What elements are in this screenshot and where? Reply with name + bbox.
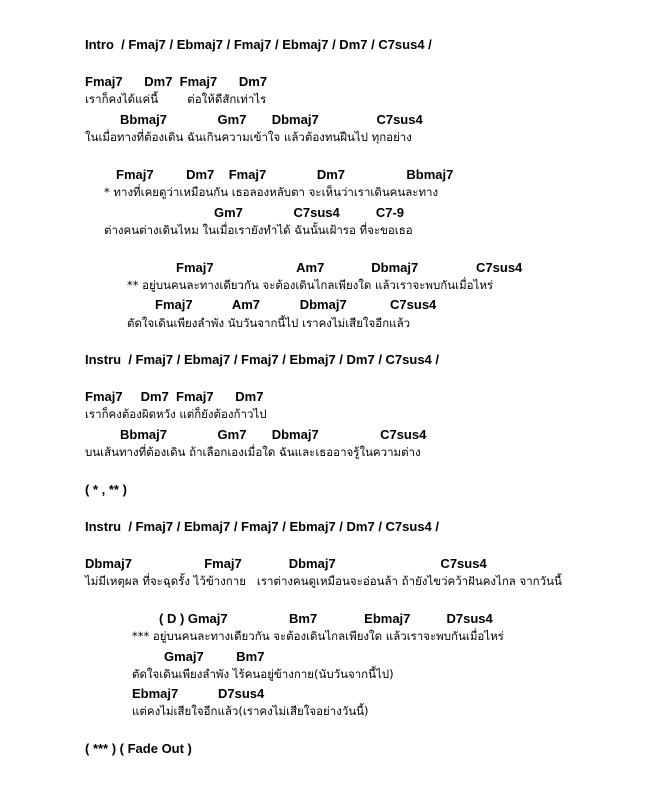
chord-line: Bbmaj7 Gm7 Dbmaj7 C7sus4 <box>120 112 423 127</box>
lyric-line: * ทางที่เคยดูว่าเหมือนกัน เธอลองหลับตา จะเห็นว่าเราเดินคนละทาง <box>104 185 439 199</box>
lyric-line: ตัดใจเดินเพียงลำพัง นับวันจากนี้ไป เราคงไม่เสียใจอีกแล้ว <box>127 316 411 330</box>
lyric-line: ต่างคนต่างเดินไหม ในเมื่อเรายังทำได้ ฉันนั้นเฝ้ารอ ที่จะขอเธอ <box>104 223 413 237</box>
chord-line: Fmaj7 Dm7 Fmaj7 Dm7 <box>85 389 264 404</box>
lyric-line: ไม่มีเหตุผล ที่จะฉุดรั้ง ไว้ข้างกาย เราต่างคนดูเหมือนจะอ่อนล้า ถ้ายังไขว่คว้าฝันคงไกล จากวันนี้ <box>85 574 562 588</box>
intro-line: Intro / Fmaj7 / Ebmaj7 / Fmaj7 / Ebmaj7 / Dm7 / C7sus4 / <box>85 37 432 52</box>
chord-line: Gmaj7 Bm7 <box>164 649 265 664</box>
lyric-line: เราก็คงได้แค่นี้ ต่อให้ดีสักเท่าไร <box>85 92 267 106</box>
lyric-line: บนเส้นทางที่ต้องเดิน ถ้าเลือกเองเมื่อใด ฉันและเธออาจรู้ในความต่าง <box>85 445 421 459</box>
chord-line: Fmaj7 Am7 Dbmaj7 C7sus4 <box>176 260 523 275</box>
instru-line: Instru / Fmaj7 / Ebmaj7 / Fmaj7 / Ebmaj7 / Dm7 / C7sus4 / <box>85 352 440 367</box>
repeat-marker: ( * , ** ) <box>85 482 127 497</box>
chord-line: Bbmaj7 Gm7 Dbmaj7 C7sus4 <box>120 427 427 442</box>
chord-line: Fmaj7 Dm7 Fmaj7 Dm7 <box>85 74 268 89</box>
chord-line: Fmaj7 Am7 Dbmaj7 C7sus4 <box>155 297 437 312</box>
chord-line: Ebmaj7 D7sus4 <box>132 686 265 701</box>
lyric-line: ตัดใจเดินเพียงลำพัง ไร้คนอยู่ข้างกาย(นับวันจากนี้ไป) <box>132 667 394 681</box>
chord-line: Gm7 C7sus4 C7-9 <box>214 205 405 220</box>
chord-line: Fmaj7 Dm7 Fmaj7 Dm7 Bbmaj7 <box>116 167 454 182</box>
ending-marker: ( *** ) ( Fade Out ) <box>85 741 192 756</box>
lyric-line: แต่คงไม่เสียใจอีกแล้ว(เราคงไม่เสียใจอย่างวันนี้) <box>132 704 369 718</box>
lyric-line: ในเมื่อทางที่ต้องเดิน ฉันเกินความเข้าใจ แล้วต้องทนฝืนไป ทุกอย่าง <box>85 130 412 144</box>
chord-line: ( D ) Gmaj7 Bm7 Ebmaj7 D7sus4 <box>159 611 493 626</box>
instru-line: Instru / Fmaj7 / Ebmaj7 / Fmaj7 / Ebmaj7 / Dm7 / C7sus4 / <box>85 519 440 534</box>
lyric-line: *** อยู่บนคนละทางเดียวกัน จะต้องเดินไกลเพียงใด แล้วเราจะพบกันเมื่อไหร่ <box>132 629 504 643</box>
lyric-line: เราก็คงต้องผิดหวัง แต่ก็ยังต้องก้าวไป <box>85 407 267 421</box>
lyric-line: ** อยู่บนคนละทางเดียวกัน จะต้องเดินไกลเพียงใด แล้วเราจะพบกันเมื่อไหร่ <box>127 278 494 292</box>
chord-line: Dbmaj7 Fmaj7 Dbmaj7 C7sus4 <box>85 556 487 571</box>
